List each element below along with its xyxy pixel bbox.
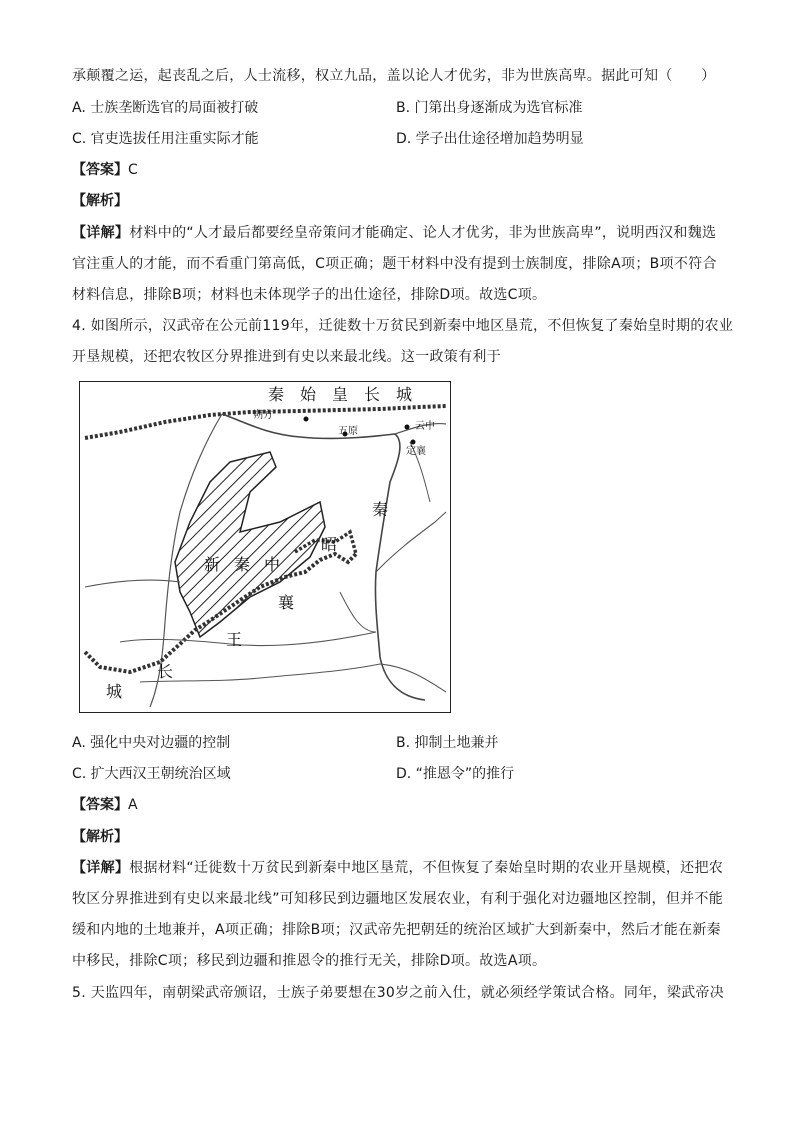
label-wang: 王 (226, 630, 243, 649)
q3-stem: 承颠覆之运，起丧乱之后，人士流移，权立九品，盖以论人才优劣，非为世族高卑。据此可知（ ） (72, 68, 716, 84)
place-yunzhong: 云中 (415, 421, 435, 432)
region-char-1: 新 (204, 555, 221, 574)
place-wuyuan: 五原 (338, 426, 358, 437)
q4-analysis (72, 827, 128, 847)
q4-option-b: B. 抑制土地兼并 (396, 735, 499, 751)
place-shuofang: 朔方 (253, 410, 273, 421)
map-svg (80, 382, 450, 712)
place-dingxiang: 定襄 (406, 446, 426, 457)
yunzhong-dot (405, 425, 410, 430)
detail-text: 根据材料“迁徙数十万贫民到新秦中地区垦荒，不但恢复了秦始皇时期的农业开垦规模，还把农 (129, 860, 724, 876)
answer-label: 【答案】 (72, 162, 128, 178)
q3-detail-line-2: 官注重人的才能，而不看重门第高低，C项正确；题干材料中没有提到士族制度，排除A项；B项不符合 (72, 256, 717, 272)
q4-detail-line-4: 中移民，排除C项；移民到边疆和推恩令的推行无关，排除D项。故选A项。 (72, 953, 547, 969)
answer-label: 【答案】 (72, 797, 128, 813)
q3-detail-line-3: 材料信息，排除B项；材料也未体现学子的出仕途径，排除D项。故选C项。 (72, 287, 547, 303)
analysis-label: 【解析】 (72, 829, 128, 845)
q3-option-d: D. 学子出仕途径增加趋势明显 (396, 131, 584, 147)
detail-text: 材料中的“人才最后都要经皇帝策问才能确定、论人才优劣，非为世族高卑”，说明西汉和魏选 (129, 225, 717, 241)
q3-detail-line-1 (72, 223, 716, 243)
detail-label: 【详解】 (72, 225, 130, 241)
region-char-2: 秦 (234, 555, 251, 574)
q3-analysis (72, 191, 128, 211)
map-title: 秦 始 皇 长 城 (268, 385, 413, 404)
detail-label: 【详解】 (72, 860, 130, 876)
historical-map (79, 381, 451, 713)
answer-value: C (128, 162, 138, 178)
q4-detail-line-3: 缓和内地的土地兼并，A项正确；排除B项；汉武帝先把朝廷的统治区域扩大到新秦中，然后才能在新秦 (72, 922, 721, 938)
label-zhao: 昭 (321, 535, 338, 554)
label-xiang: 襄 (278, 593, 295, 612)
q3-option-b: B. 门第出身逐渐成为选官标准 (396, 100, 583, 116)
label-chang: 长 (157, 662, 174, 681)
q4-stem-line-1: 4. 如图所示，汉武帝在公元前119年，迁徙数十万贫民到新秦中地区垦荒，不但恢复了秦始皇时期的农业 (72, 318, 734, 334)
region-char-3: 中 (264, 555, 281, 574)
analysis-label: 【解析】 (72, 193, 128, 209)
q4-answer (72, 795, 138, 815)
q4-option-d: D. “推恩令”的推行 (396, 766, 515, 782)
q3-option-c: C. 官吏选拔任用注重实际才能 (72, 131, 259, 147)
q4-option-c: C. 扩大西汉王朝统治区域 (72, 766, 231, 782)
xinqinzhong-region (175, 452, 325, 637)
q3-answer (72, 160, 138, 180)
label-cheng: 城 (106, 682, 123, 701)
dingxiang-dot (411, 440, 416, 445)
q5-stem-line-1: 5. 天监四年，南朝梁武帝颁诏，士族子弟要想在30岁之前入仕，就必须经学策试合格。同年，梁武帝决 (72, 985, 725, 1001)
q3-option-a: A. 士族垄断选官的局面被打破 (72, 100, 259, 116)
q4-stem-line-2: 开垦规模，还把农牧区分界推进到有史以来最北线。这一政策有利于 (72, 349, 501, 365)
q4-detail-line-1 (72, 858, 723, 878)
answer-value: A (128, 797, 138, 813)
q4-detail-line-2: 牧区分界推进到有史以来最北线”可知移民到边疆地区发展农业，有利于强化对边疆地区控制，但并不能 (72, 891, 724, 907)
shuofang-dot (304, 417, 309, 422)
label-qin: 秦 (372, 500, 389, 519)
q4-option-a: A. 强化中央对边疆的控制 (72, 735, 231, 751)
